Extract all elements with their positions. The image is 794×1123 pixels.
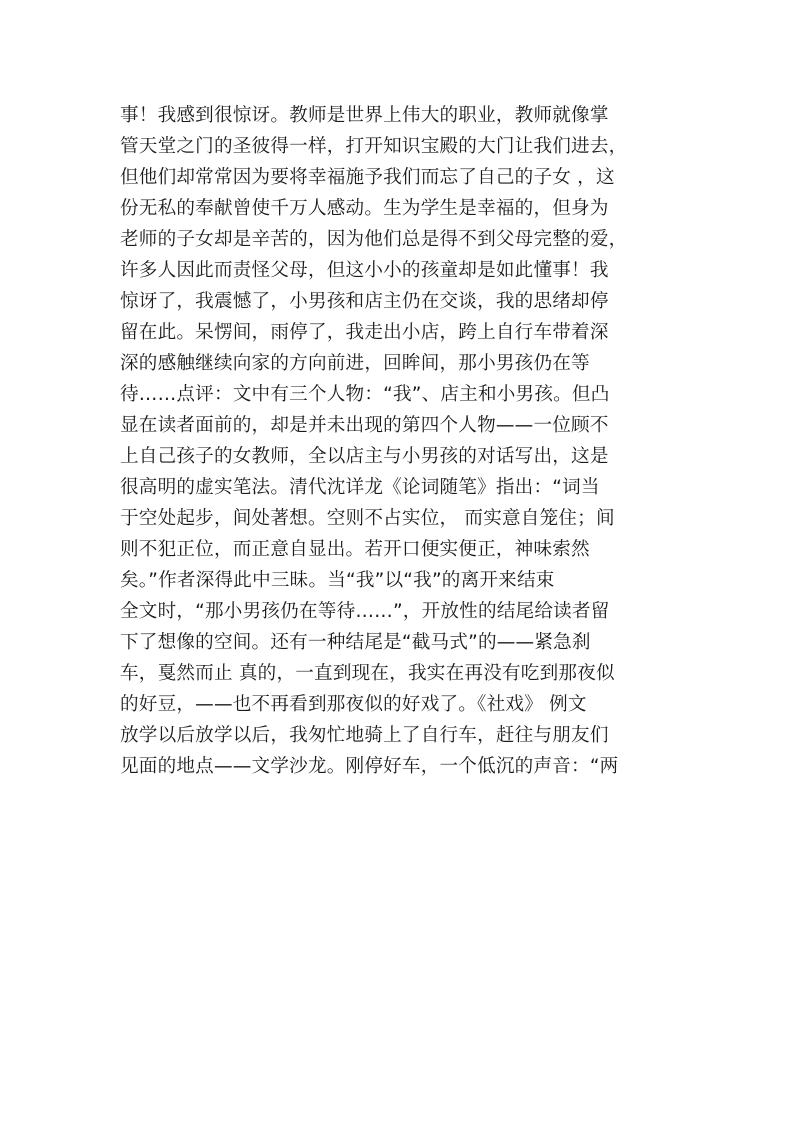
text-line: 事！我感到很惊讶。教师是世界上伟大的职业，教师就像掌 <box>120 105 609 126</box>
text-line: 全文时，“那小男孩仍在等待……”，开放性的结尾给读者留 <box>120 601 610 622</box>
text-line: 很高明的虚实笔法。清代沈详龙《论词随笔》指出：“词当 <box>120 477 600 498</box>
text-line: 车，戛然而止 真的，一直到现在，我实在再没有吃到那夜似 <box>120 663 615 684</box>
text-line: 见面的地点——文学沙龙。刚停好车，一个低沉的声音：“两 <box>120 756 619 777</box>
body-text <box>120 100 690 782</box>
text-line: 待……点评：文中有三个人物：“我”、店主和小男孩。但凸 <box>120 384 610 405</box>
text-line: 于空处起步，间处著想。空则不占实位， 而实意自笼住；间 <box>120 508 615 529</box>
text-line: 上自己孩子的女教师，全以店主与小男孩的对话写出，这是 <box>120 446 609 467</box>
text-line: 矣。”作者深得此中三昧。当“我”以“我”的离开来结束 <box>120 570 555 591</box>
text-line: 放学以后放学以后，我匆忙地骑上了自行车，赶往与朋友们 <box>120 725 609 746</box>
text-line: 惊讶了，我震憾了，小男孩和店主仍在交谈，我的思绪却停 <box>120 291 609 312</box>
text-line: 的好豆，——也不再看到那夜似的好戏了。《社戏》 例文 <box>120 694 587 715</box>
text-line: 深的感触继续向家的方向前进，回眸间，那小男孩仍在等 <box>120 353 590 374</box>
text-line: 显在读者面前的，却是并未出现的第四个人物——一位顾不 <box>120 415 609 436</box>
text-line: 老师的子女却是辛苦的，因为他们总是得不到父母完整的爱， <box>120 229 628 250</box>
text-line: 管天堂之门的圣彼得一样，打开知识宝殿的大门让我们进去， <box>120 136 628 157</box>
text-line: 下了想像的空间。还有一种结尾是“截马式”的——紧急刹 <box>120 632 591 653</box>
text-line: 许多人因此而责怪父母，但这小小的孩童却是如此懂事！我 <box>120 260 609 281</box>
text-line: 留在此。呆愣间，雨停了，我走出小店，跨上自行车带着深 <box>120 322 609 343</box>
text-line: 则不犯正位，而正意自显出。若开口便实便正，神味索然 <box>120 539 590 560</box>
text-line: 但他们却常常因为要将幸福施予我们而忘了自己的子女 ，这 <box>120 167 615 188</box>
text-line: 份无私的奉献曾使千万人感动。生为学生是幸福的，但身为 <box>120 198 609 219</box>
